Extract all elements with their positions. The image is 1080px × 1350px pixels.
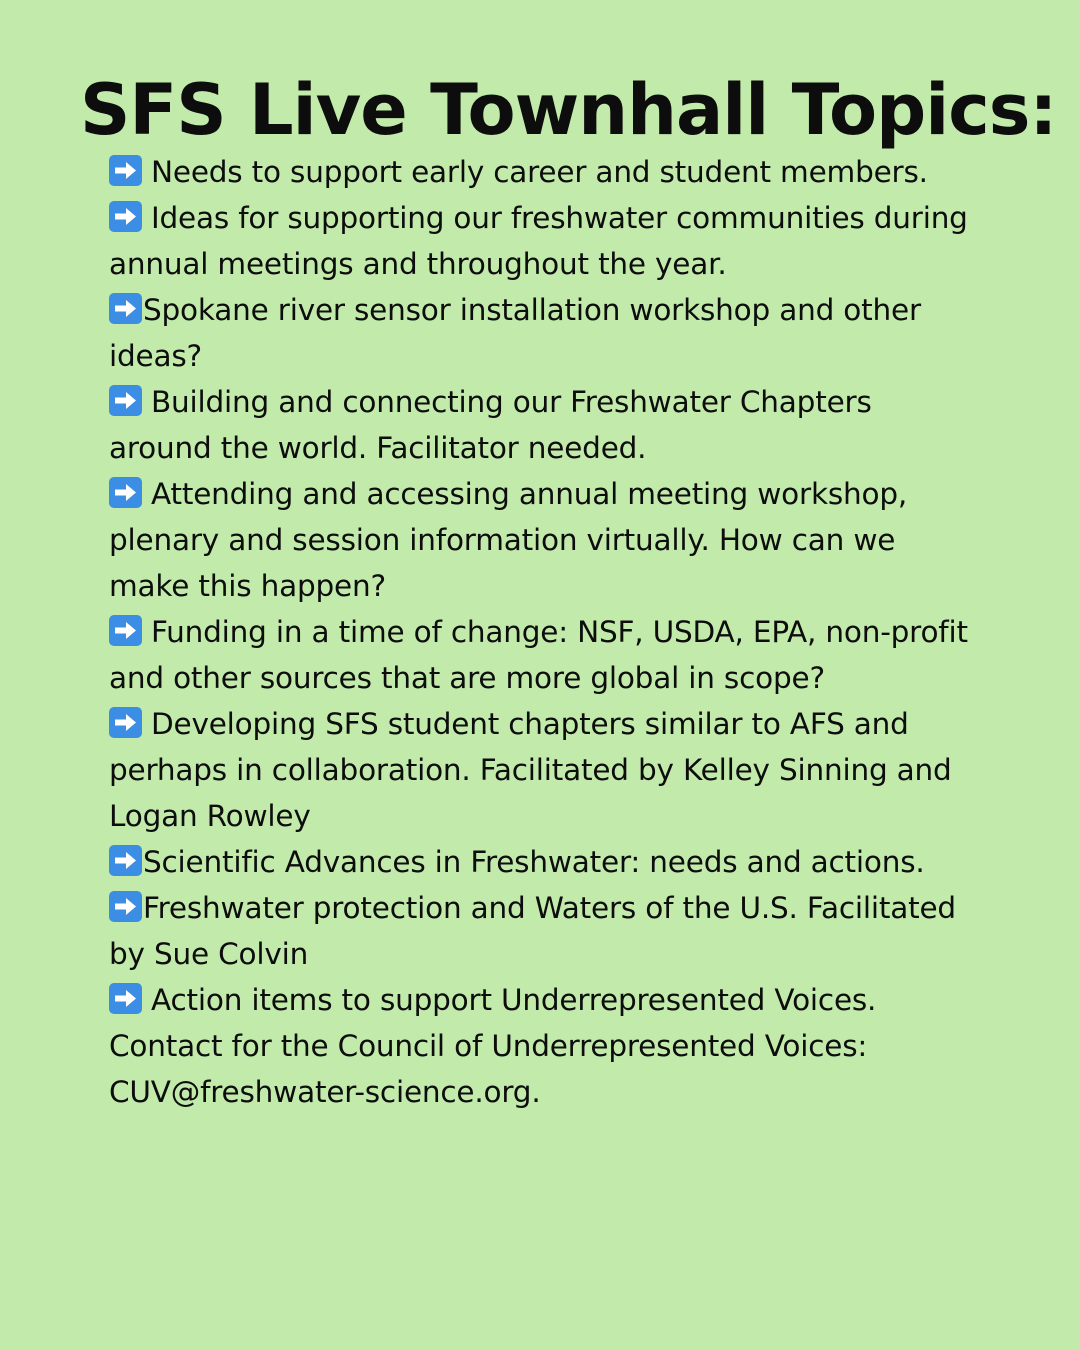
right-arrow-icon [109,293,142,324]
topic-text: Attending and accessing annual meeting workshop, plenary and session information virtually. How can we make this happen? [109,477,908,603]
right-arrow-icon [109,983,142,1014]
topic-text: Developing SFS student chapters similar to AFS and perhaps in collaboration. Facilitated by Kelley Sinning and Logan Rowley [109,707,952,833]
right-arrow-icon [109,385,142,416]
topic-item [109,839,969,885]
topic-text: Spokane river sensor installation workshop and other ideas? [109,293,921,373]
topic-text: Needs to support early career and student members. [151,155,928,189]
topic-item [109,471,969,609]
topic-text: Funding in a time of change: NSF, USDA, EPA, non-profit and other sources that are more global in scope? [109,615,968,695]
topic-item [109,379,969,471]
topic-item [109,977,969,1115]
right-arrow-icon [109,891,142,922]
right-arrow-icon [109,155,142,186]
topic-item [109,701,969,839]
topics-list [109,149,969,1115]
right-arrow-icon [109,615,142,646]
topic-item [109,885,969,977]
topic-item [109,287,969,379]
right-arrow-icon [109,201,142,232]
topic-text: Building and connecting our Freshwater Chapters around the world. Facilitator needed. [109,385,872,465]
topic-item [109,609,969,701]
right-arrow-icon [109,707,142,738]
page-title: SFS Live Townhall Topics: [80,69,1057,151]
topic-text: Freshwater protection and Waters of the U.S. Facilitated by Sue Colvin [109,891,956,971]
topic-text: Action items to support Underrepresented Voices. Contact for the Council of Underrepresented Voices: CUV@freshwater-science.org. [109,983,877,1109]
topic-text: Scientific Advances in Freshwater: needs and actions. [143,845,925,879]
topic-text: Ideas for supporting our freshwater communities during annual meetings and throughout the year. [109,201,968,281]
topic-item [109,149,969,195]
right-arrow-icon [109,477,142,508]
right-arrow-icon [109,845,142,876]
topic-item [109,195,969,287]
